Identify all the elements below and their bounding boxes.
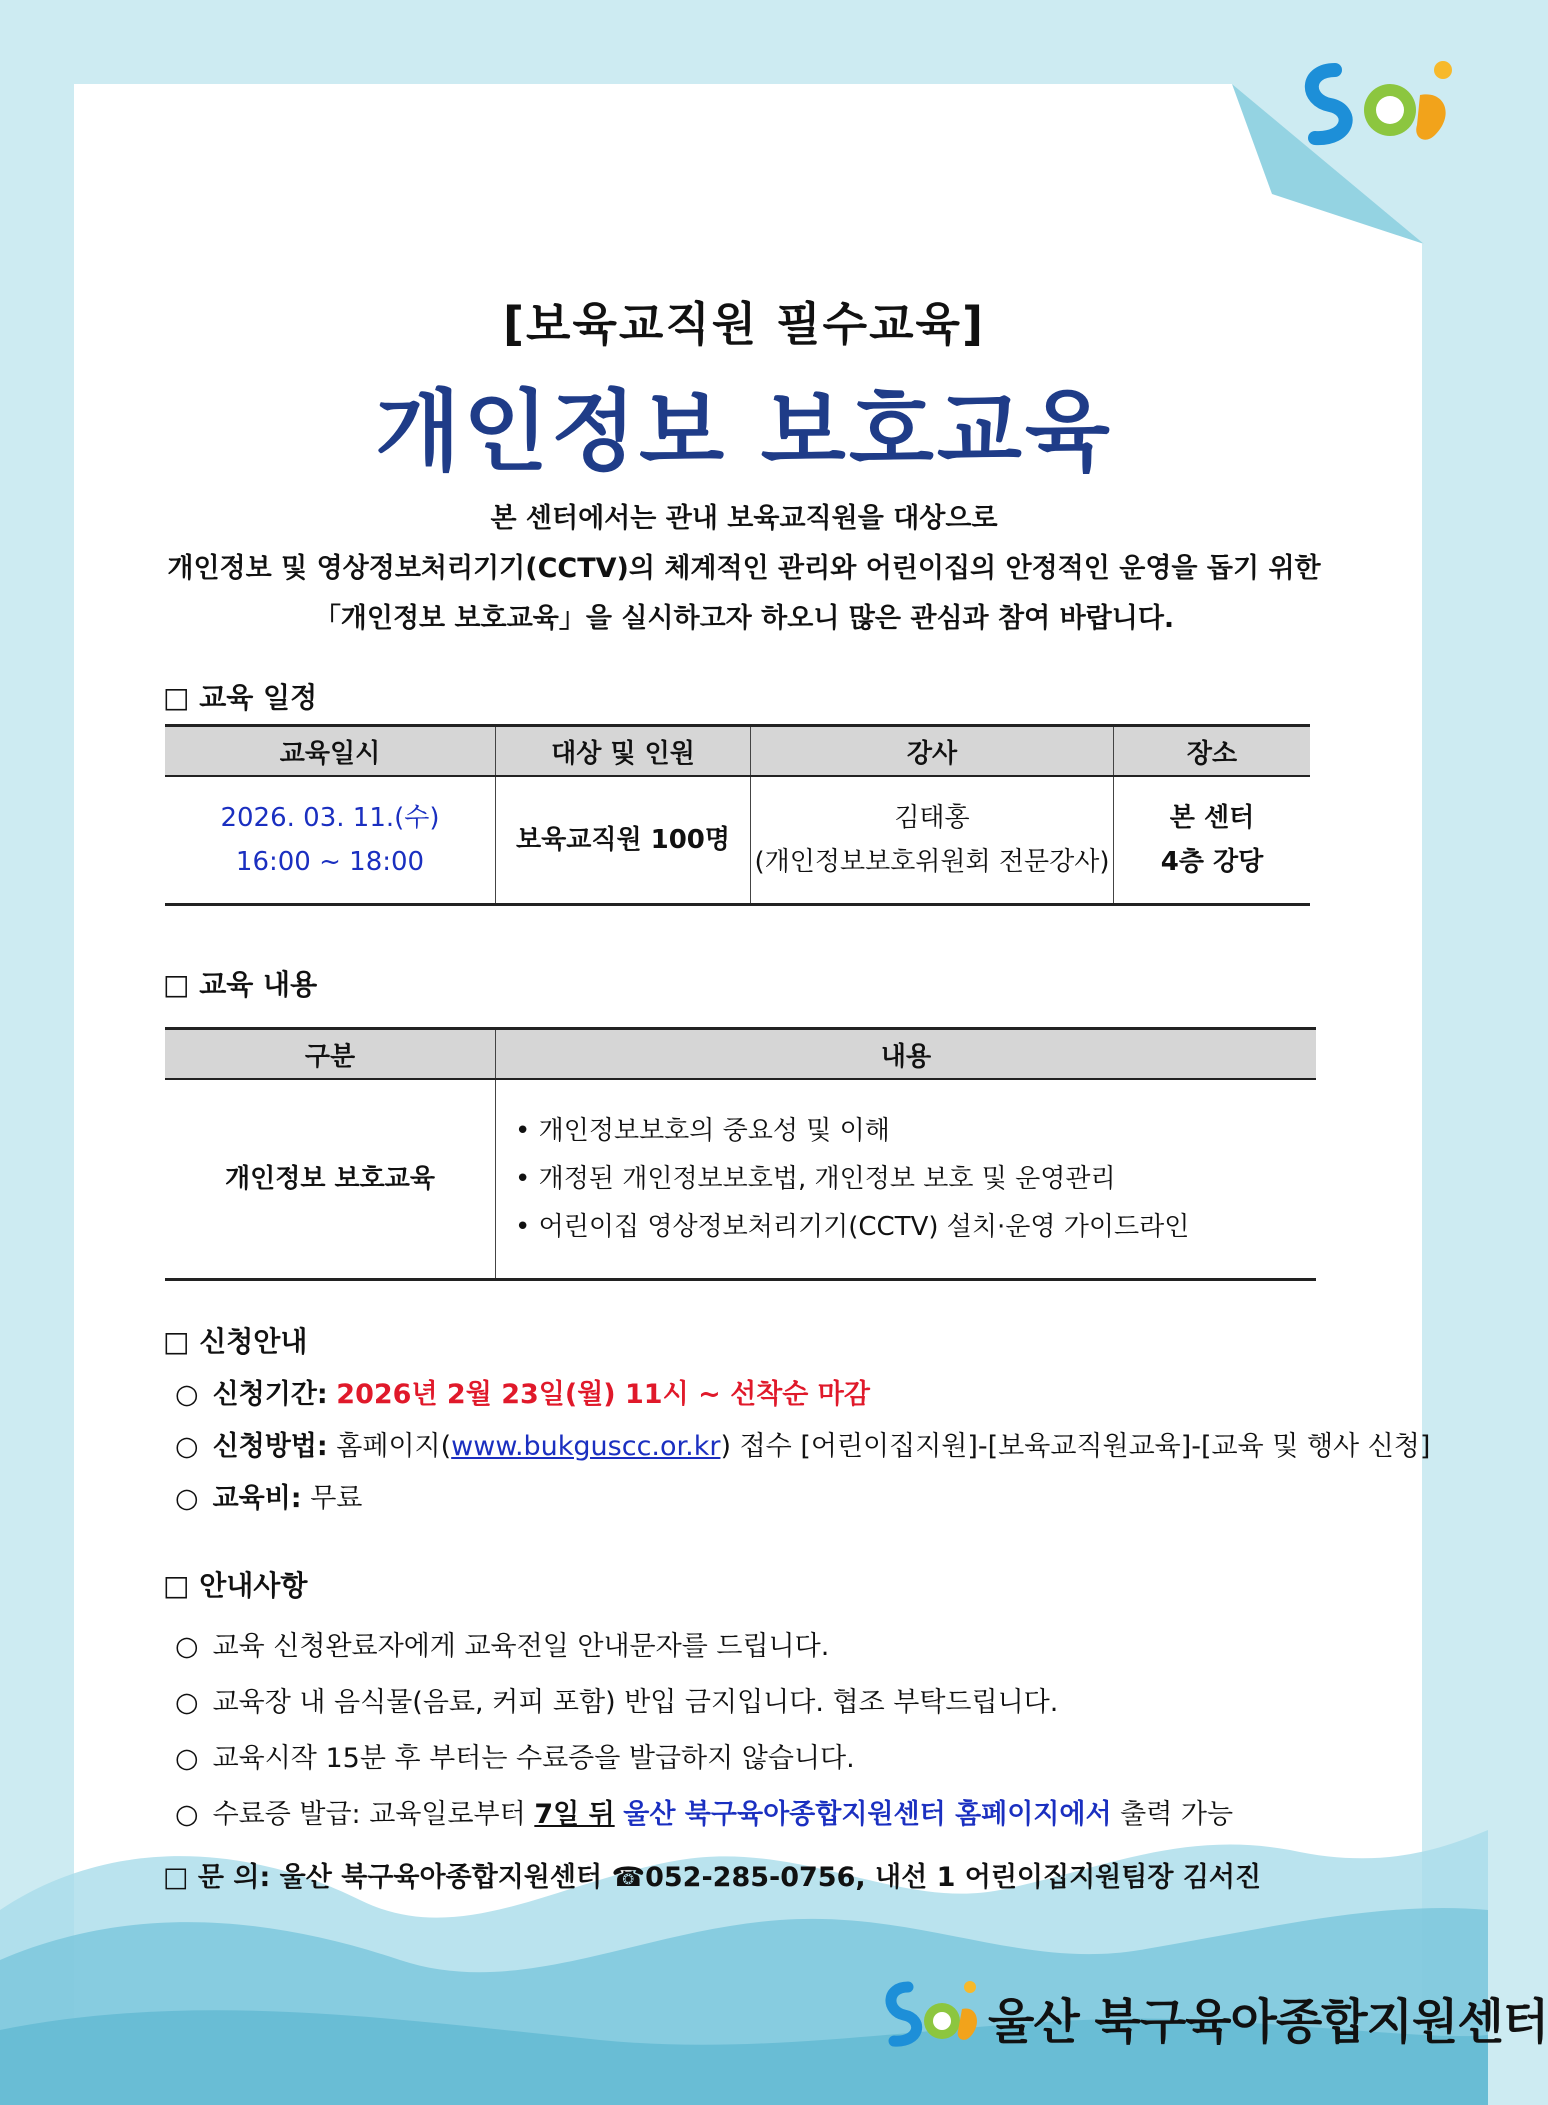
fee-label: 교육비: bbox=[212, 1483, 302, 1514]
poster-subtitle: [보육교직원 필수교육] bbox=[503, 297, 985, 351]
notice-text: 교육장 내 음식물(음료, 커피 포함) 반입 금지입니다. 협조 부탁드립니다. bbox=[212, 1687, 1059, 1718]
center-logo-icon bbox=[880, 1975, 980, 2055]
notice-item bbox=[175, 1624, 829, 1663]
table-header: 구분 bbox=[165, 1029, 496, 1080]
contents-category: 개인정보 보호교육 bbox=[165, 1079, 496, 1279]
table-header: 장소 bbox=[1114, 726, 1311, 777]
footer-logo bbox=[880, 1965, 1548, 2065]
notice-item bbox=[175, 1736, 855, 1775]
table-header: 교육일시 bbox=[165, 726, 496, 777]
homepage-link[interactable]: www.bukguscc.or.kr bbox=[451, 1431, 721, 1462]
contact-info: □ 문 의: 울산 북구육아종합지원센터 ☎052-285-0756, 내선 1 어린이집지원팀장 김서진 bbox=[163, 1862, 1262, 1893]
fee-value: 무료 bbox=[310, 1483, 363, 1514]
instructor-name: 김태홍 bbox=[894, 802, 970, 833]
intro-line: 「개인정보 보호교육」을 실시하고자 하오니 많은 관심과 참여 바랍니다. bbox=[313, 603, 1175, 634]
intro-paragraph bbox=[120, 494, 1368, 644]
footer-org-name: 울산 북구육아종합지원센터 bbox=[988, 1994, 1548, 2050]
method-prefix: 홈페이지( bbox=[336, 1431, 452, 1462]
notice-text: 교육 신청완료자에게 교육전일 안내문자를 드립니다. bbox=[212, 1631, 830, 1662]
table-header: 내용 bbox=[496, 1029, 1317, 1080]
contents-items-cell bbox=[496, 1079, 1317, 1279]
period-label: 신청기간: bbox=[212, 1379, 328, 1410]
bullet-icon: ○ bbox=[175, 1431, 199, 1462]
application-period bbox=[175, 1372, 870, 1411]
schedule-target: 보육교직원 100명 bbox=[496, 776, 751, 904]
application-section-title: □ 신청안내 bbox=[163, 1325, 308, 1358]
schedule-time: 16:00 ~ 18:00 bbox=[235, 846, 425, 877]
bullet-icon: ○ bbox=[175, 1631, 199, 1662]
notice-text: 출력 가능 bbox=[1120, 1799, 1234, 1830]
period-value: 2026년 2월 23일(월) 11시 ~ 선착순 마감 bbox=[336, 1379, 870, 1410]
instructor-title: (개인정보보호위원회 전문강사) bbox=[754, 846, 1110, 877]
notice-item bbox=[175, 1680, 1058, 1719]
intro-line: 개인정보 및 영상정보처리기기(CCTV)의 체계적인 관리와 어린이집의 안정적인 운영을 돕기 위한 bbox=[167, 553, 1321, 584]
schedule-section-title: □ 교육 일정 bbox=[163, 681, 318, 714]
bullet-icon: ○ bbox=[175, 1483, 199, 1514]
list-item: • 개정된 개인정보보호법, 개인정보 보호 및 운영관리 bbox=[515, 1163, 1116, 1194]
center-logo-icon bbox=[1295, 50, 1470, 150]
schedule-place-cell bbox=[1114, 776, 1311, 904]
bullet-icon: ○ bbox=[175, 1799, 199, 1830]
notice-highlight: 울산 북구육아종합지원센터 홈페이지에서 bbox=[623, 1799, 1112, 1830]
notice-underline: 7일 뒤 bbox=[534, 1799, 615, 1830]
method-suffix: ) 접수 [어린이집지원]-[보육교직원교육]-[교육 및 행사 신청] bbox=[720, 1431, 1431, 1462]
table-header: 강사 bbox=[751, 726, 1114, 777]
application-method bbox=[175, 1424, 1430, 1463]
contents-table bbox=[165, 1027, 1316, 1281]
bullet-icon: ○ bbox=[175, 1379, 199, 1410]
bullet-icon: ○ bbox=[175, 1687, 199, 1718]
schedule-instructor-cell bbox=[751, 776, 1114, 904]
notice-section-title: □ 안내사항 bbox=[163, 1569, 308, 1602]
poster-title: 개인정보 보호교육 bbox=[375, 380, 1113, 483]
place-line: 4층 강당 bbox=[1160, 846, 1264, 877]
place-line: 본 센터 bbox=[1169, 802, 1255, 833]
bullet-icon: ○ bbox=[175, 1743, 199, 1774]
schedule-table bbox=[165, 724, 1310, 906]
list-item: • 어린이집 영상정보처리기기(CCTV) 설치·운영 가이드라인 bbox=[515, 1211, 1190, 1242]
intro-line: 본 센터에서는 관내 보육교직원을 대상으로 bbox=[490, 503, 998, 534]
application-fee bbox=[175, 1476, 362, 1515]
schedule-datetime-cell bbox=[165, 776, 496, 904]
method-label: 신청방법: bbox=[212, 1431, 328, 1462]
list-item: • 개인정보보호의 중요성 및 이해 bbox=[515, 1115, 890, 1146]
notice-text: 교육시작 15분 후 부터는 수료증을 발급하지 않습니다. bbox=[212, 1743, 855, 1774]
schedule-date: 2026. 03. 11.(수) bbox=[220, 802, 440, 833]
table-header: 대상 및 인원 bbox=[496, 726, 751, 777]
notice-text: 수료증 발급: 교육일로부터 bbox=[212, 1799, 526, 1830]
contents-section-title: □ 교육 내용 bbox=[163, 968, 318, 1001]
